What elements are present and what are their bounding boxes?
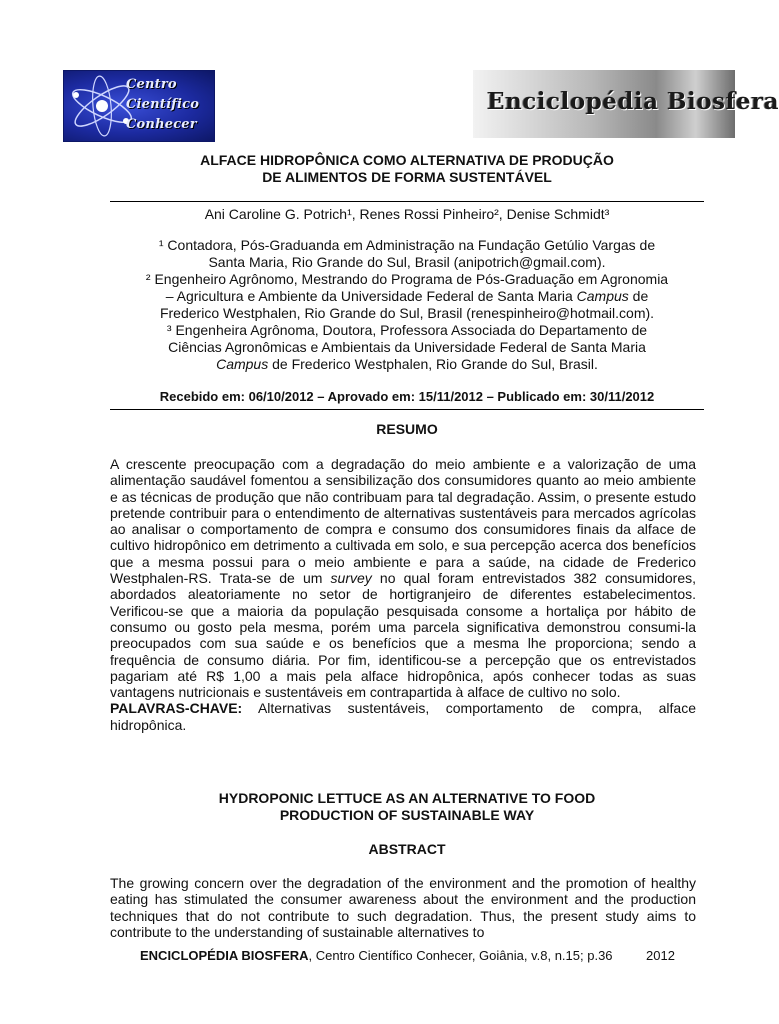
logo-word-1: Centro — [126, 77, 177, 92]
english-title-line-1: HYDROPONIC LETTUCE AS AN ALTERNATIVE TO FOOD — [218, 790, 596, 806]
page-footer — [140, 948, 680, 964]
footer-journal: ENCICLOPÉDIA BIOSFERA — [140, 948, 309, 963]
affiliation-3-line-1: ³ Engenheira Agrônoma, Doutora, Professora Associada do Departamento de — [166, 322, 648, 338]
affiliation-2-line-2-text: – Agricultura e Ambiente da Universidade Federal de Santa Maria — [165, 288, 577, 304]
dates-divider — [110, 409, 704, 410]
logo-title: Enciclopédia Biosfera — [487, 88, 779, 115]
resumo-text-start: A crescente preocupação com a degradação do meio ambiente e a valorização de uma alimentação saudável fomentou a sensibilização dos consumidores quanto ao meio ambiente e as técnicas de produção que não contribuam para tal degradação. Assim, o presente estudo pretende contribuir para o entendimento de alternativas sustentáveis para mercados agrícolas ao analisar o comportamento de compra e consumo dos consumidores finais da alface de cultivo hidropônico em detrimento a cultivada em solo, e sua percepção acerca dos benefícios que a mesma possui para o meio ambiente e para a saúde, na cidade de Frederico Westphalen-RS. Trata-se de um — [110, 456, 696, 587]
keywords-text: Alternativas sustentáveis, comportamento de compra, alface hidropônica. — [110, 700, 696, 733]
enciclopedia-biosfera-logo — [473, 70, 779, 138]
abstract-heading: ABSTRACT — [368, 841, 446, 857]
english-title — [110, 790, 704, 824]
footer-page: 36 — [598, 948, 613, 963]
title-divider — [110, 201, 704, 202]
abstract-body: The growing concern over the degradation of the environment and the promotion of healthy eating has stimulated the consumer awareness about the environment and the production techniques that do not contribute to such degradation. Thus, the present study aims to contribute to the understanding of sustainable alternatives to — [110, 875, 696, 940]
resumo-body — [110, 456, 696, 733]
resumo-heading: RESUMO — [376, 421, 438, 437]
affiliation-2-line-3: Frederico Westphalen, Rio Grande do Sul, Brasil (renespinheiro@hotmail.com). — [159, 305, 655, 321]
resumo-survey: survey — [330, 570, 372, 587]
affiliation-1-line-1: ¹ Contadora, Pós-Graduanda em Administração na Fundação Getúlio Vargas de — [158, 237, 656, 253]
footer-details: , Centro Científico Conhecer, Goiânia, v.8, n.15; p. — [308, 948, 599, 963]
title-line-1: ALFACE HIDROPÔNICA COMO ALTERNATIVA DE PRODUÇÃO — [200, 152, 614, 168]
logo-word-3: Conhecer — [126, 117, 197, 132]
footer-year: 2012 — [646, 948, 675, 963]
paper-title — [110, 152, 704, 186]
affiliation-2-line-2-end: de — [628, 288, 649, 304]
affiliation-2-line-2 — [110, 288, 704, 305]
affiliation-2-line-1: ² Engenheiro Agrônomo, Mestrando do Programa de Pós-Graduação em Agronomia — [145, 271, 669, 287]
affiliations — [110, 237, 704, 373]
affiliation-1-line-2: Santa Maria, Rio Grande do Sul, Brasil (anipotrich@gmail.com). — [208, 254, 606, 270]
english-title-line-2: PRODUCTION OF SUSTAINABLE WAY — [279, 807, 535, 823]
affiliation-3-line-3-text: de Frederico Westphalen, Rio Grande do Sul, Brasil. — [268, 356, 598, 372]
resumo-text-end: no qual foram entrevistados 382 consumidores, abordados aleatoriamente no setor de hortigranjeiro de diferentes estabelecimentos. Verificou-se que a maioria da população pesquisada consome a hortaliça por hábito de consumo ou gosto pela mesma, porém uma parcela significativa demonstrou consumi-la preocupados com sua saúde e os benefícios que a mesma lhe proporciona; sendo a frequência de consumo diária. Por fim, identificou-se a percepção que os entrevistados pagariam até R$ 1,00 a mais pela alface hidropônica, após conhecer todas as suas vantagens nutricionais e sustentáveis em contrapartida à alface de cultivo no solo. — [110, 570, 697, 701]
logo-word-2: Científico — [126, 97, 200, 112]
affiliation-3-line-2: Ciências Agronômicas e Ambientais da Universidade Federal de Santa Maria — [168, 339, 646, 355]
affiliation-3-campus: Campus — [216, 356, 269, 372]
title-line-2: DE ALIMENTOS DE FORMA SUSTENTÁVEL — [262, 169, 552, 185]
centro-cientifico-logo — [63, 70, 215, 142]
publication-dates: Recebido em: 06/10/2012 – Aprovado em: 15/11/2012 – Publicado em: 30/11/2012 — [159, 389, 655, 404]
affiliation-3-line-3 — [110, 356, 704, 373]
keywords-label: PALAVRAS-CHAVE: — [110, 700, 243, 717]
affiliation-2-campus: Campus — [576, 288, 629, 304]
authors: Ani Caroline G. Potrich¹, Renes Rossi Pinheiro², Denise Schmidt³ — [204, 206, 610, 222]
